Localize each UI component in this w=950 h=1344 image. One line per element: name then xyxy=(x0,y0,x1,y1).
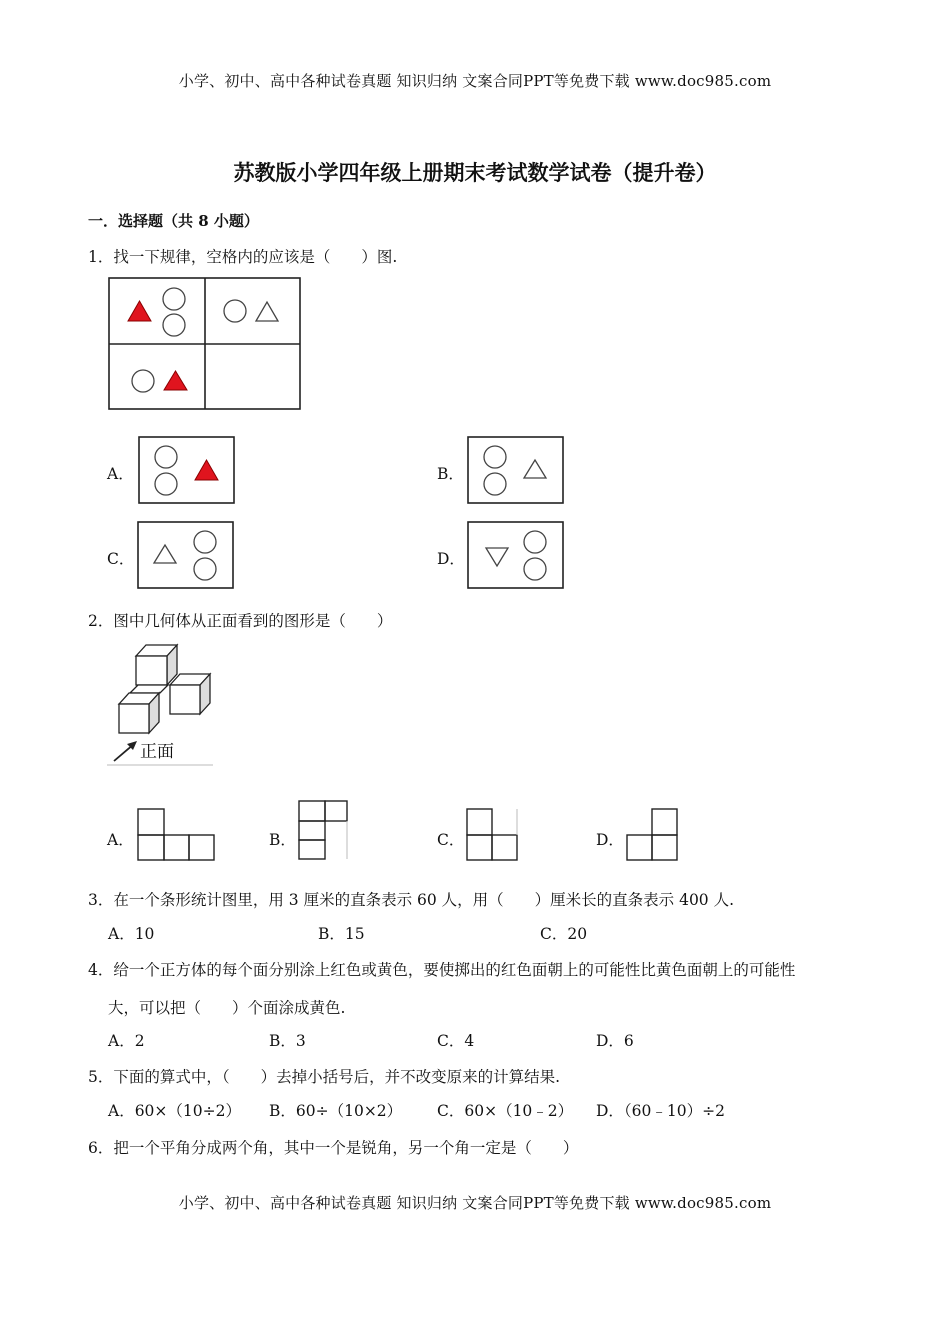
q1-option-b-label: B． xyxy=(437,465,464,483)
q5-option-c: C．60×（10﹣2） xyxy=(437,1102,574,1120)
red-triangle-icon xyxy=(128,301,151,321)
q2-option-d-figure xyxy=(626,808,682,862)
circle-icon xyxy=(163,288,185,310)
q2-option-b-figure xyxy=(298,800,352,862)
question-5-text: 5．下面的算式中，（ ）去掉小括号后，并不改变原来的计算结果. xyxy=(88,1068,561,1086)
page-header: 小学、初中、高中各种试卷真题 知识归纳 文案合同PPT等免费下载 www.doc985.com xyxy=(178,72,772,90)
circle-icon xyxy=(163,314,185,336)
triangle-icon xyxy=(524,460,546,478)
q1-option-c-figure xyxy=(137,521,235,589)
circle-icon xyxy=(524,531,546,553)
question-1-pattern-grid xyxy=(108,277,302,411)
question-6-text: 6．把一个平角分成两个角，其中一个是锐角，另一个角一定是（ ） xyxy=(88,1139,579,1157)
question-2-text: 2．图中几何体从正面看到的图形是（ ） xyxy=(88,612,393,630)
cube-front-face xyxy=(170,685,200,714)
circle-icon xyxy=(132,370,154,392)
page-title: 苏教版小学四年级上册期末考试数学试卷（提升卷） xyxy=(233,160,717,185)
circle-icon xyxy=(194,531,216,553)
q2-option-c-label: C． xyxy=(437,831,465,849)
q4-option-c: C．4 xyxy=(437,1032,475,1050)
question-4-text-line2: 大，可以把（ ）个面涂成黄色. xyxy=(108,999,346,1017)
q3-option-b: B．15 xyxy=(318,925,365,943)
q2-option-a-label: A． xyxy=(107,831,134,849)
q2-option-b-label: B． xyxy=(269,831,296,849)
q3-option-a: A．10 xyxy=(108,925,155,943)
q1-option-d-label: D． xyxy=(437,550,465,568)
circle-icon xyxy=(484,473,506,495)
front-view-label: 正面 xyxy=(140,742,174,762)
q1-option-c-label: C． xyxy=(107,550,135,568)
cube-front-face xyxy=(136,656,167,685)
q1-option-b-figure xyxy=(467,436,565,504)
circle-icon xyxy=(194,558,216,580)
triangle-icon xyxy=(256,302,278,321)
circle-icon xyxy=(224,300,246,322)
q1-option-a-label: A． xyxy=(107,465,134,483)
q1-option-a-figure xyxy=(138,436,236,504)
question-1-text: 1．找一下规律，空格内的应该是（ ）图. xyxy=(88,248,398,266)
q3-option-c: C．20 xyxy=(540,925,588,943)
section-heading: 一．选择题（共 8 小题） xyxy=(88,212,259,230)
q5-option-a: A．60×（10÷2） xyxy=(108,1102,241,1120)
inverted-triangle-icon xyxy=(486,548,508,566)
question-4-text-line1: 4．给一个正方体的每个面分别涂上红色或黄色，要使掷出的红色面朝上的可能性比黄色面朝上的可能性 xyxy=(88,961,796,979)
q2-option-c-figure xyxy=(466,808,522,862)
circle-icon xyxy=(524,558,546,580)
cube-top-face xyxy=(130,685,168,693)
q5-option-d: D．（60﹣10）÷2 xyxy=(596,1102,725,1120)
q1-option-d-figure xyxy=(467,521,565,589)
red-triangle-icon xyxy=(164,371,187,390)
circle-icon xyxy=(484,446,506,468)
triangle-icon xyxy=(154,545,176,563)
question-3-text: 3．在一个条形统计图里，用 3 厘米的直条表示 60 人，用（ ）厘米长的直条表示 400 人. xyxy=(88,891,735,909)
cube-front-face xyxy=(119,704,149,733)
red-triangle-icon xyxy=(195,460,218,480)
q4-option-b: B．3 xyxy=(269,1032,306,1050)
q4-option-d: D．6 xyxy=(596,1032,634,1050)
circle-icon xyxy=(155,446,177,468)
q2-option-d-label: D． xyxy=(596,831,624,849)
q5-option-b: B．60÷（10×2） xyxy=(269,1102,403,1120)
circle-icon xyxy=(155,473,177,495)
q4-option-a: A．2 xyxy=(108,1032,145,1050)
page-footer: 小学、初中、高中各种试卷真题 知识归纳 文案合同PPT等免费下载 www.doc985.com xyxy=(178,1194,772,1212)
q2-option-a-figure xyxy=(137,808,217,862)
